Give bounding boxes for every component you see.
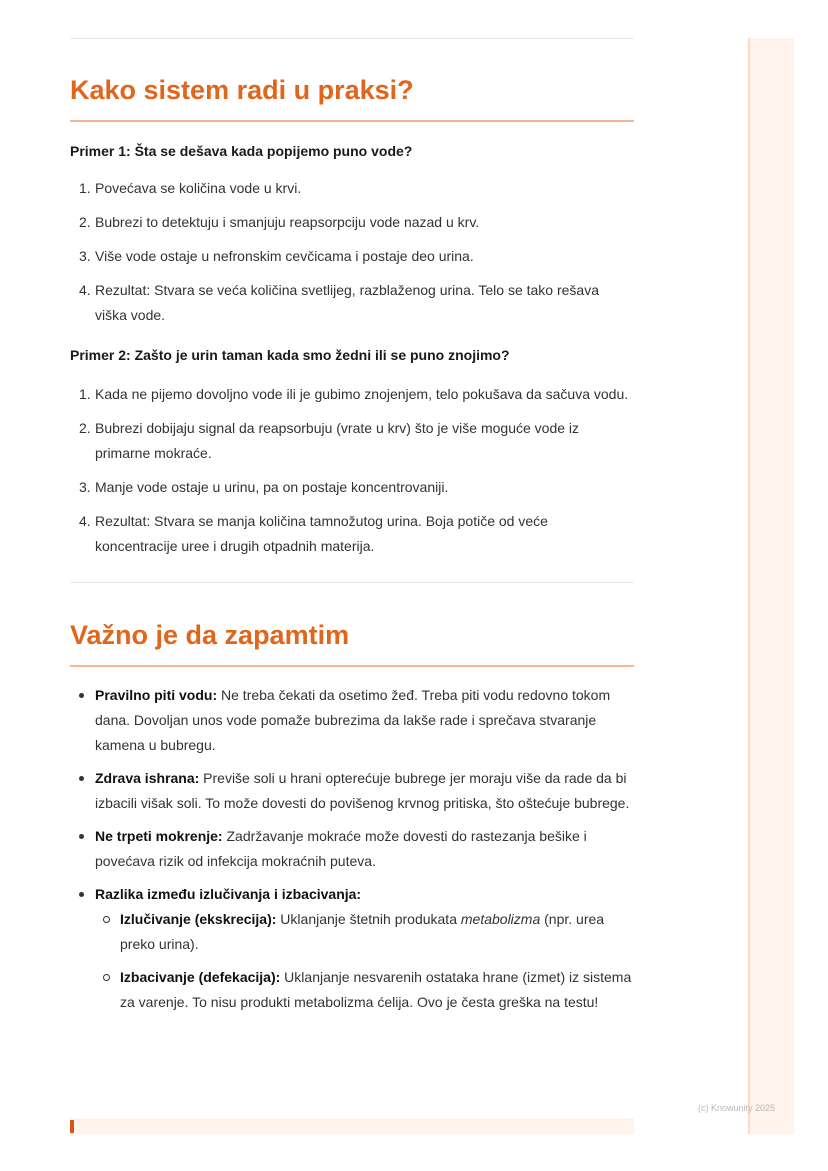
page-content xyxy=(70,0,634,1015)
sub-list-item: Izbacivanje (defekacija): Uklanjanje nesvarenih ostataka hrane (izmet) iz sistema za varenje. To nisu produkti metabolizma ćelija. Ovo je česta greška na testu! xyxy=(95,965,634,1015)
section-title-remember: Važno je da zapamtim xyxy=(70,620,350,650)
list-item: 4. Rezultat: Stvara se veća količina svetlijeg, razblaženog urina. Telo se tako rešava viška vode. xyxy=(79,282,600,323)
list-item: Razlika između izlučivanja i izbacivanja: Izlučivanje (ekskrecija): Uklanjanje štetnih produkata metabolizma (npr. urea preko urina). Izbacivanje (defekacija): Uklanjanje nesvarenih ostataka hrane (izmet) iz sistema za varenje. To nisu produkti metabolizma ćelija. Ovo je česta greška na testu! xyxy=(70,882,634,1015)
list-item: 3. Manje vode ostaje u urinu, pa on postaje koncentrovaniji. xyxy=(79,479,449,495)
list-item: 3. Više vode ostaje u nefronskim cevčicama i postaje deo urina. xyxy=(79,248,474,264)
title-underline xyxy=(70,665,634,667)
bullet-icon xyxy=(79,892,84,897)
circle-bullet-icon xyxy=(103,916,110,923)
sub-list-item: Izlučivanje (ekskrecija): Uklanjanje štetnih produkata metabolizma (npr. urea preko urina). xyxy=(95,907,634,957)
footer-accent-mark xyxy=(70,1120,74,1133)
list-item: Pravilno piti vodu: Ne treba čekati da osetimo žeđ. Treba piti vodu redovno tokom dana. Dovoljan unos vode pomaže bubrezima da lakše rade i sprečava stvaranje kamena u bubregu. xyxy=(70,683,634,758)
remember-list xyxy=(70,683,634,1015)
example2-list xyxy=(70,382,634,559)
list-item: 1. Kada ne pijemo dovoljno vode ili je gubimo znojenjem, telo pokušava da sačuva vodu. xyxy=(79,386,629,402)
example2-heading: Primer 2: Zašto je urin taman kada smo žedni ili se puno znojimo? xyxy=(70,347,510,363)
sub-list xyxy=(95,907,634,1015)
footer-bar xyxy=(70,1118,634,1134)
bullet-icon xyxy=(79,693,84,698)
list-item: 2. Bubrezi dobijaju signal da reapsorbuju (vrate u krv) što je više moguće vode iz primarne mokraće. xyxy=(79,420,580,461)
list-item: 2. Bubrezi to detektuju i smanjuju reapsorpciju vode nazad u krv. xyxy=(79,214,480,230)
list-item: Ne trpeti mokrenje: Zadržavanje mokraće može dovesti do rastezanja bešike i povećava rizik od infekcija mokraćnih puteva. xyxy=(70,824,634,874)
bullet-icon xyxy=(79,834,84,839)
list-item: Zdrava ishrana: Previše soli u hrani opterećuje bubrege jer moraju više da rade da bi izbacili višak soli. To može dovesti do povišenog krvnog pritiska, što oštećuje bubrege. xyxy=(70,766,634,816)
side-decoration-band xyxy=(748,38,794,1134)
example1-list xyxy=(70,176,634,328)
bullet-icon xyxy=(79,776,84,781)
list-item: 1. Povećava se količina vode u krvi. xyxy=(79,180,302,196)
list-item: 4. Rezultat: Stvara se manja količina tamnožutog urina. Boja potiče od veće koncentracije uree i drugih otpadnih materija. xyxy=(79,513,548,554)
circle-bullet-icon xyxy=(103,974,110,981)
section-title-practice: Kako sistem radi u praksi? xyxy=(70,75,414,105)
example1-heading: Primer 1: Šta se dešava kada popijemo puno vode? xyxy=(70,143,413,159)
copyright-text: (c) Knowunity 2025 xyxy=(698,1103,776,1113)
